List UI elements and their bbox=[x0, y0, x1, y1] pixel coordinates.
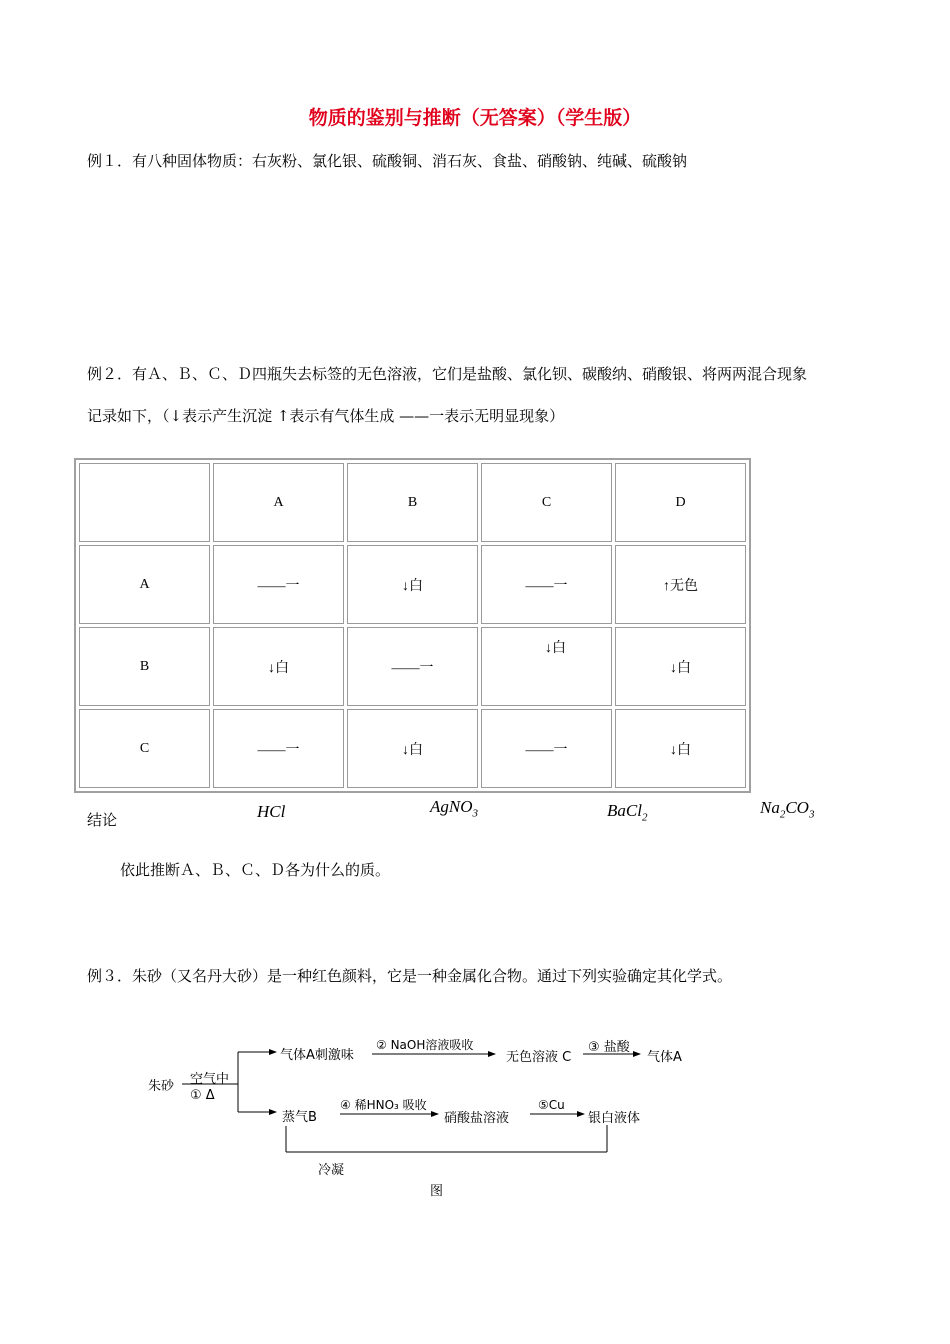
flow-diagram bbox=[140, 1030, 700, 1200]
table-cell: ——一 bbox=[481, 545, 612, 624]
step-5-label: ⑤Cu bbox=[538, 1098, 565, 1112]
colorless-solution-c: 无色溶液 C bbox=[506, 1050, 572, 1065]
table-cell bbox=[481, 627, 612, 706]
table-cell: ↓白 bbox=[615, 627, 746, 706]
inference-prompt: 依此推断Ａ、Ｂ、Ｃ、Ｄ各为什么的质。 bbox=[120, 861, 391, 879]
table-header-cell: C bbox=[481, 463, 612, 542]
condense-label: 冷凝 bbox=[318, 1163, 345, 1178]
table-cell: ↓白 bbox=[347, 545, 478, 624]
table-row bbox=[79, 709, 746, 788]
nitrate-solution: 硝酸盐溶液 bbox=[444, 1111, 510, 1126]
formula-na2co3: $Na_2CO_3$ bbox=[760, 798, 815, 821]
example-2-line-2: 记录如下，（↓表示产生沉淀 ↑表示有气体生成 ——一表示无明显现象） bbox=[87, 407, 565, 425]
formula-agno3: AgNO$_3$ bbox=[430, 797, 478, 820]
table-cell: B bbox=[79, 627, 210, 706]
table-header-cell: B bbox=[347, 463, 478, 542]
table-cell: ↑无色 bbox=[615, 545, 746, 624]
table-header-cell: A bbox=[213, 463, 344, 542]
table-header-cell bbox=[79, 463, 210, 542]
reaction-table bbox=[74, 458, 751, 793]
table-row bbox=[79, 627, 746, 706]
table-header-cell: D bbox=[615, 463, 746, 542]
example-1: 例１．有八种固体物质：右灰粉、氯化银、硫酸铜、消石灰、食盐、硝酸钠、纯碱、硫酸钠 bbox=[87, 152, 688, 170]
gas-a: 气体A bbox=[647, 1050, 682, 1065]
start-substance: 朱砂 bbox=[148, 1079, 175, 1094]
condition-air: 空气中 bbox=[190, 1072, 230, 1087]
table-cell: ——一 bbox=[481, 709, 612, 788]
step-4-label: ④ 稀HNO₃ 吸收 bbox=[340, 1098, 427, 1112]
table-cell: ——一 bbox=[213, 709, 344, 788]
example-3: 例３．朱砂（又名丹大砂）是一种红色颜料，它是一种金属化合物。通过下列实验确定其化学式。 bbox=[87, 967, 733, 985]
table-cell: ↓白 bbox=[347, 709, 478, 788]
step-3-label: ③ 盐酸 bbox=[588, 1040, 630, 1055]
formula-bacl2: BaCl$_2$ bbox=[607, 801, 648, 824]
table-cell: ——一 bbox=[347, 627, 478, 706]
condition-heat: ① Δ bbox=[190, 1088, 215, 1103]
gas-a-irritant: 气体A刺激味 bbox=[280, 1048, 354, 1063]
table-cell: ↓白 bbox=[615, 709, 746, 788]
table-cell: ↓白 bbox=[213, 627, 344, 706]
table-cell-text: ↓白 bbox=[545, 640, 566, 656]
step-2-label: ② NaOH溶液吸收 bbox=[376, 1038, 474, 1052]
silvery-liquid: 银白液体 bbox=[588, 1111, 641, 1126]
page-title: 物质的鉴别与推断（无答案）（学生版） bbox=[308, 107, 642, 129]
figure-caption: 图 bbox=[430, 1184, 444, 1199]
formula-hcl: HCl bbox=[257, 802, 286, 821]
table-cell: A bbox=[79, 545, 210, 624]
table-cell: ——一 bbox=[213, 545, 344, 624]
conclusion-label: 结论 bbox=[87, 811, 118, 829]
table-header-row bbox=[79, 463, 746, 542]
table-row bbox=[79, 545, 746, 624]
vapor-b: 蒸气B bbox=[282, 1110, 317, 1125]
example-2-line-1: 例２．有Ａ、Ｂ、Ｃ、Ｄ四瓶失去标签的无色溶液，它们是盐酸、氯化钡、碳酸纳、硝酸银、将两两混合现象 bbox=[87, 365, 808, 383]
table-cell: C bbox=[79, 709, 210, 788]
